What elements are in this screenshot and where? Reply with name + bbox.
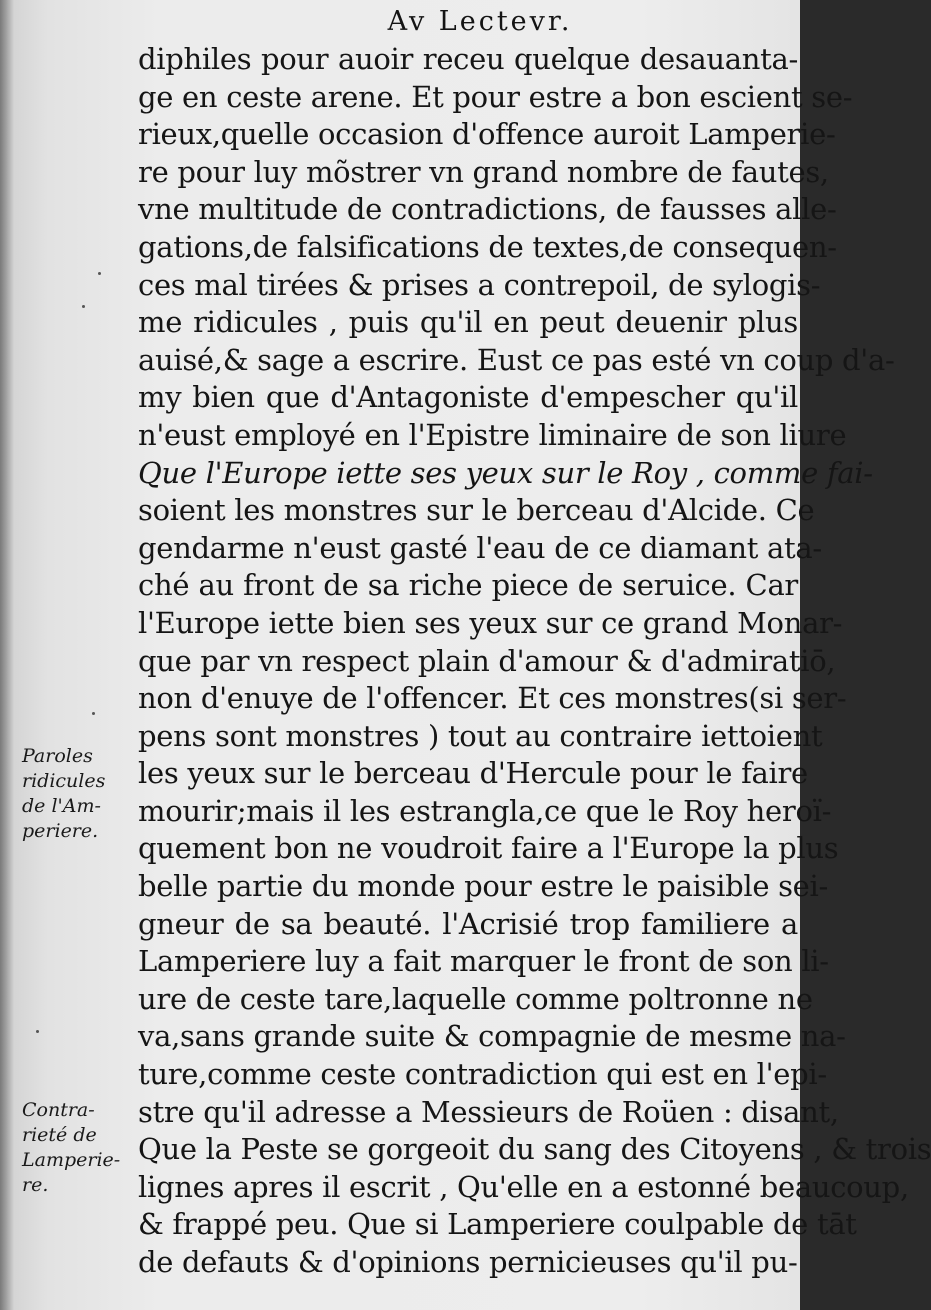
text-line: auisé,& sage a escrire. Eust ce pas esté vn coup d'a-: [138, 342, 895, 377]
text-line: va,sans grande suite & compagnie de mesme na-: [138, 1019, 846, 1054]
text-line: lignes apres il escrit , Qu'elle en a estonné beaucoup,: [138, 1169, 909, 1204]
text-line: gations,de falsifications de textes,de consequen-: [138, 229, 837, 264]
text-line: rieux,quelle occasion d'offence auroit Lamperie-: [138, 117, 836, 152]
text-line: vne multitude de contradictions, de fausses alle-: [138, 192, 837, 227]
text-line: soient les monstres sur le berceau d'Alcide. Ce: [138, 493, 815, 528]
margin-note-paroles: [22, 744, 140, 844]
body-text: [138, 41, 931, 1282]
running-head: Av Lectevr.: [387, 6, 573, 37]
text-line: ché au front de sa riche piece de seruice. Car: [138, 568, 798, 603]
margin-note-line: ridicules: [22, 770, 106, 792]
text-line: de defauts & d'opinions pernicieuses qu'il pu-: [138, 1245, 798, 1279]
text-line: & frappé peu. Que si Lamperiere coulpable de tāt: [138, 1207, 857, 1242]
text-line: les yeux sur le berceau d'Hercule pour le faire: [138, 756, 808, 791]
margin-note-line: Lamperie-: [22, 1149, 121, 1171]
ink-speck: [98, 272, 101, 275]
ink-speck: [92, 712, 95, 715]
margin-note-line: Contra-: [22, 1099, 95, 1121]
text-line: Lamperiere luy a fait marquer le front de son li-: [138, 944, 829, 979]
text-line: ces mal tirées & prises a contrepoil, de sylogis-: [138, 267, 821, 302]
ink-speck: [36, 1030, 39, 1033]
ink-speck: [82, 305, 85, 308]
text-line: my bien que d'Antagoniste d'empescher qu'il: [138, 380, 798, 415]
text-line: quement bon ne voudroit faire a l'Europe la plus: [138, 831, 839, 866]
text-line: Que l'Europe iette ses yeux sur le Roy , comme fai-: [138, 455, 873, 490]
text-line: re pour luy mõstrer vn grand nombre de fautes,: [138, 154, 829, 189]
margin-note-line: rieté de: [22, 1124, 97, 1146]
text-line: gendarme n'eust gasté l'eau de ce diamant ata-: [138, 530, 822, 565]
text-line: non d'enuye de l'offencer. Et ces monstres(si ser-: [138, 681, 847, 716]
text-line: me ridicules , puis qu'il en peut deuenir plus: [138, 305, 798, 340]
text-line: Que la Peste se gorgeoit du sang des Citoyens , & trois: [138, 1132, 931, 1167]
text-line: ture,comme ceste contradiction qui est en l'epi-: [138, 1057, 827, 1092]
text-line: stre qu'il adresse a Messieurs de Roüen : disant,: [138, 1094, 839, 1129]
text-line: ge en ceste arene. Et pour estre a bon escient se-: [138, 79, 853, 114]
margin-note-line: de l'Am-: [22, 795, 101, 817]
text-line: pens sont monstres ) tout au contraire iettoient: [138, 718, 823, 753]
text-line: n'eust employé en l'Epistre liminaire de son liure: [138, 417, 847, 452]
margin-note-contrariete: [22, 1098, 140, 1198]
text-line: que par vn respect plain d'amour & d'admiratiō,: [138, 643, 836, 678]
text-line: ure de ceste tare,laquelle comme poltronne ne: [138, 981, 813, 1016]
text-line: diphiles pour auoir receu quelque desauanta-: [138, 42, 798, 76]
text-line: mourir;mais il les estrangla,ce que le Roy heroï-: [138, 793, 832, 828]
margin-note-line: periere.: [22, 820, 99, 842]
text-line: l'Europe iette bien ses yeux sur ce grand Monar-: [138, 605, 843, 640]
text-line: gneur de sa beauté. l'Acrisié trop familiere a: [138, 906, 798, 941]
text-line: belle partie du monde pour estre le paisible sei-: [138, 869, 829, 904]
margin-note-line: re.: [22, 1174, 49, 1196]
page-gutter-shadow: [0, 0, 14, 1310]
margin-note-line: Paroles: [22, 745, 93, 767]
